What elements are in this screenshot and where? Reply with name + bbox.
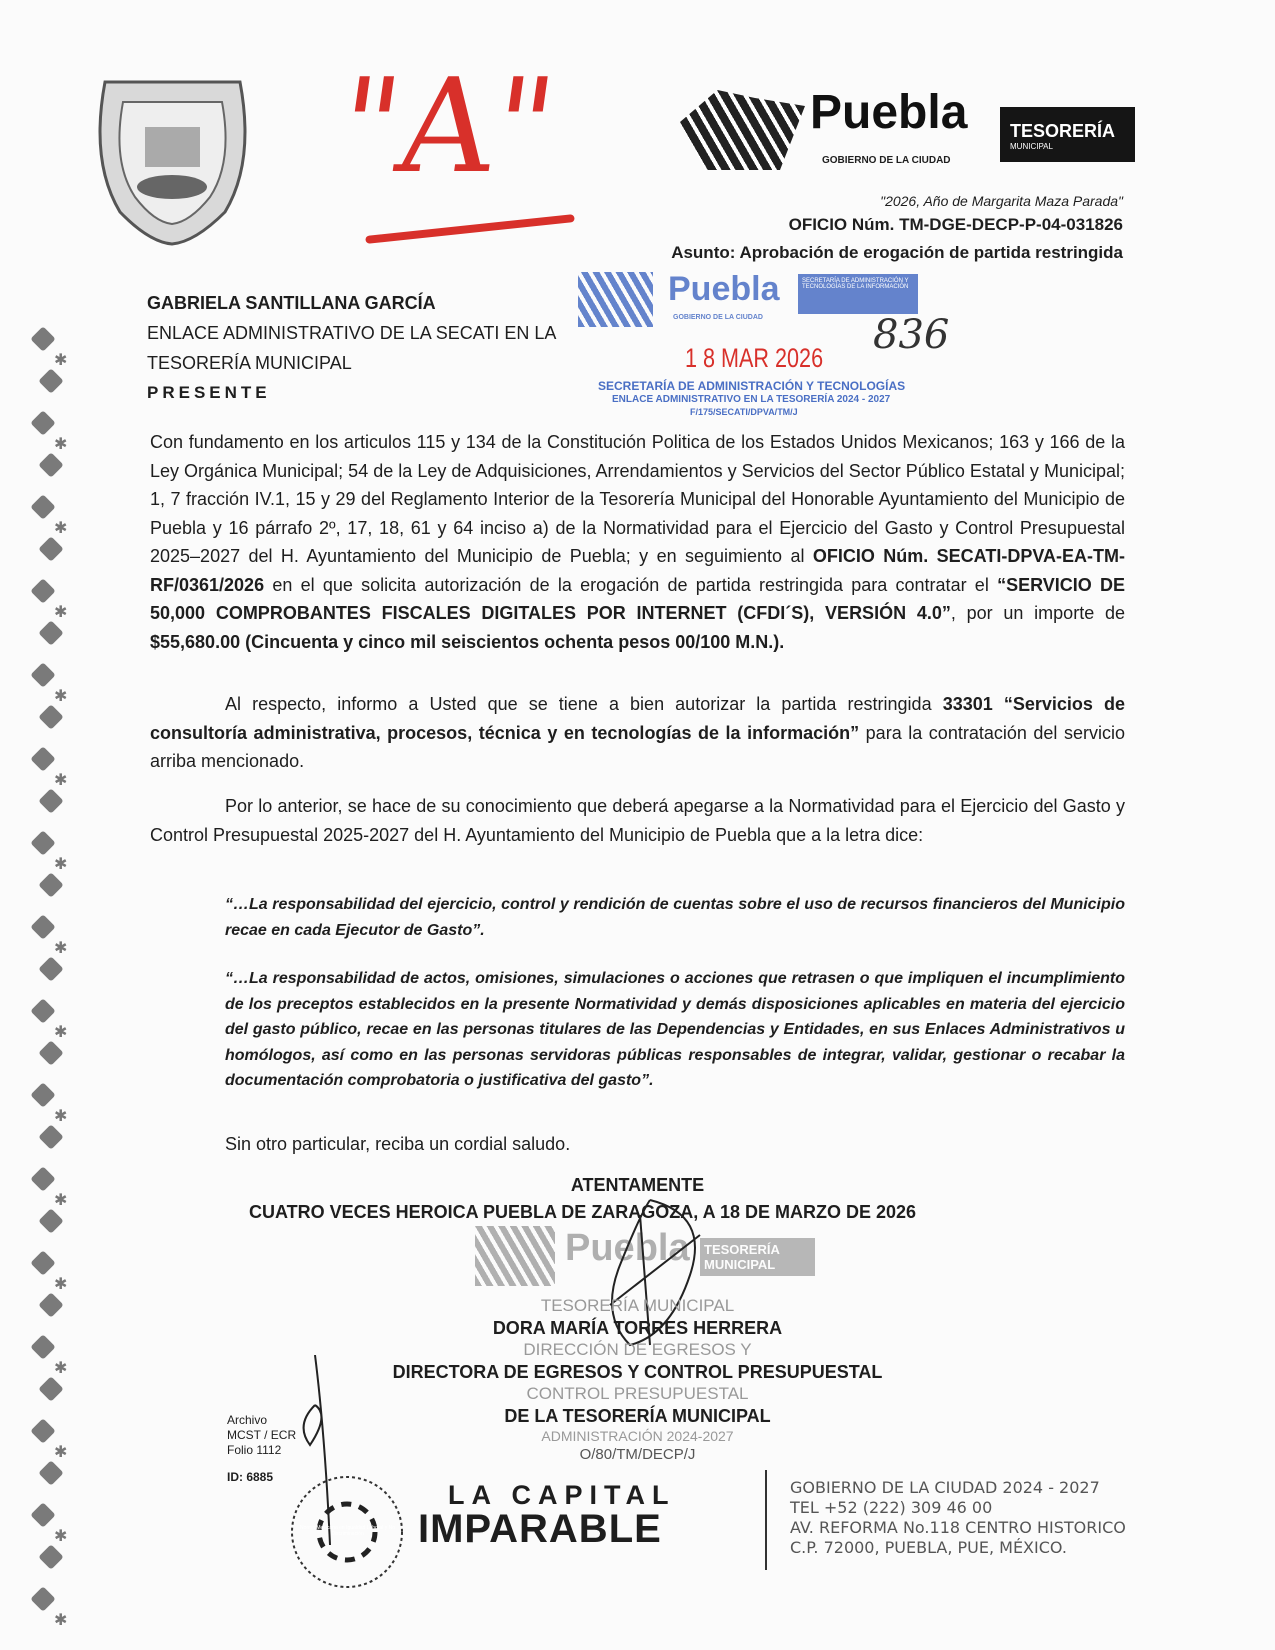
archive-id: ID: 6885 bbox=[227, 1470, 274, 1484]
tesoreria-badge bbox=[1000, 107, 1135, 162]
p1-text-3: , por un importe de bbox=[950, 603, 1125, 623]
p1-text: Con fundamento en los articulos 115 y 134 de la Constitución Politica de los Estados Unidos Mexicanos; 163 y 166 de la Ley Orgánica Municipal; 54 de la Ley de Adquisiciones, Arrendamientos y Servicios del Sector Público Estatal y Municipal; 1, 7 fracción IV.1, 15 y 29 del Reglamento Interior de la Tesorería Municipal del Honorable Ayuntamiento del Municipio de Puebla y 16 párrafo 2º, 17, 18, 61 y 64 inciso a) de la Normatividad para el Ejercicio del Gasto y Control Presupuestal 2025–2027 del H. Ayuntamiento del Municipio de Puebla; y en seguimiento al bbox=[150, 432, 1125, 566]
p2-text-2: para la contratación del servicio arriba mencionado. bbox=[150, 722, 1125, 771]
address-line3: AV. REFORMA No.118 CENTRO HISTORICO bbox=[790, 1518, 1126, 1537]
closing: Sin otro particular, reciba un cordial saludo. bbox=[225, 1134, 571, 1154]
border-leaf-icon: ✱ bbox=[54, 352, 68, 369]
address-line1: GOBIERNO DE LA CIUDAD 2024 - 2027 bbox=[790, 1478, 1100, 1497]
puebla-emblem-icon bbox=[680, 90, 805, 170]
place-date: CUATRO VECES HEROICA PUEBLA DE ZARAGOZA, A 18 DE MARZO DE 2026 bbox=[248, 1202, 917, 1222]
border-diamond-icon bbox=[38, 1544, 63, 1569]
border-diamond-icon bbox=[30, 410, 55, 435]
signer-title-1: DIRECTORA DE EGRESOS Y CONTROL PRESUPUESTAL bbox=[392, 1362, 883, 1382]
border-leaf-icon: ✱ bbox=[54, 1360, 68, 1377]
border-diamond-icon bbox=[30, 326, 55, 351]
border-diamond-icon bbox=[30, 1586, 55, 1611]
signer-title-2: DE LA TESORERÍA MUNICIPAL bbox=[504, 1406, 771, 1426]
border-diamond-icon bbox=[30, 998, 55, 1023]
border-diamond-icon bbox=[38, 872, 63, 897]
border-leaf-icon: ✱ bbox=[54, 1276, 68, 1293]
stamp-logo: Puebla bbox=[565, 1227, 690, 1269]
atentamente: ATENTAMENTE bbox=[570, 1175, 705, 1195]
archive-line3: Folio 1112 bbox=[227, 1443, 282, 1457]
amount: $55,680.00 (Cincuenta y cinco mil seiscientos ochenta pesos 00/100 M.N.). bbox=[150, 631, 785, 652]
border-diamond-icon bbox=[30, 494, 55, 519]
secati-stamp-line3: F/175/SECATI/DPVA/TM/J bbox=[690, 407, 798, 417]
footer-divider bbox=[765, 1470, 767, 1570]
border-leaf-icon: ✱ bbox=[54, 772, 68, 789]
paragraph-3: Por lo anterior, se hace de su conocimiento que deberá apegarse a la Normatividad para el Ejercicio del Gasto y Control Presupuestal 2025-2027 del H. Ayuntamiento del Municipio de Puebla que a la letra dice: bbox=[150, 796, 1125, 845]
border-diamond-icon bbox=[38, 704, 63, 729]
archive-line1: Archivo bbox=[227, 1413, 268, 1427]
border-leaf-icon: ✱ bbox=[54, 1024, 68, 1041]
stamp-badge: SECRETARÍA DE ADMINISTRACIÓN Y TECNOLOGÍAS DE LA INFORMACIÓN bbox=[798, 274, 918, 314]
slogan-line2: IMPARABLE bbox=[418, 1507, 662, 1551]
quote-1: “…La responsabilidad del ejercicio, control y rendición de cuentas sobre el uso de recursos financieros del Municipio recae en cada Ejecutor de Gasto”. bbox=[225, 896, 1125, 939]
stamp-badge: TESORERÍA MUNICIPAL bbox=[700, 1238, 815, 1276]
border-diamond-icon bbox=[38, 1460, 63, 1485]
border-diamond-icon bbox=[38, 620, 63, 645]
badge-subtitle: MUNICIPAL bbox=[1010, 142, 1053, 151]
handwritten-mark: "A" bbox=[329, 50, 565, 202]
border-diamond-icon bbox=[38, 1040, 63, 1065]
border-leaf-icon: ✱ bbox=[54, 940, 68, 957]
logo-name: Puebla bbox=[810, 86, 968, 139]
p2-text: Al respecto, informo a Usted que se tiene a bien autorizar la partida restringida bbox=[225, 694, 943, 714]
signer-name: DORA MARÍA TORRES HERRERA bbox=[492, 1318, 783, 1338]
slogan-line1: LA CAPITAL bbox=[448, 1480, 676, 1510]
border-leaf-icon: ✱ bbox=[54, 856, 68, 873]
quote-2: “…La responsabilidad de actos, omisiones, simulaciones o acciones que retrasen o que impliquen el incumplimiento de los preceptos establecidos en la presente Normatividad y demás disposiciones aplicables en materia del ejercicio del gasto público, recae en las personas titulares de las Dependencias y Entidades, en sus Enlaces Administrativos u homólogos, así como en las personas servidoras públicas responsables de integrar, validar, gestionar o recabar la documentación comprobatoria o justificativa del gasto”. bbox=[225, 970, 1125, 1089]
border-diamond-icon bbox=[38, 956, 63, 981]
subject: Asunto: Aprobación de erogación de partida restringida bbox=[671, 243, 1123, 262]
border-diamond-icon bbox=[30, 578, 55, 603]
border-leaf-icon: ✱ bbox=[54, 1612, 68, 1629]
border-diamond-icon bbox=[30, 1502, 55, 1527]
red-underline-mark bbox=[365, 214, 575, 244]
border-diamond-icon bbox=[30, 1082, 55, 1107]
paragraph-2 bbox=[150, 690, 1125, 776]
equality-seal bbox=[285, 1470, 410, 1595]
border-leaf-icon: ✱ bbox=[54, 1444, 68, 1461]
oficio-number: OFICIO Núm. TM-DGE-DECP-P-04-031826 bbox=[788, 215, 1123, 234]
border-leaf-icon: ✱ bbox=[54, 436, 68, 453]
presente: PRESENTE bbox=[147, 383, 271, 402]
address-line4: C.P. 72000, PUEBLA, PUE, MÉXICO. bbox=[790, 1538, 1067, 1557]
stamp-emblem-icon bbox=[475, 1226, 555, 1286]
address-phone: TEL +52 (222) 309 46 00 bbox=[790, 1498, 993, 1517]
recipient-name: GABRIELA SANTILLANA GARCÍA bbox=[147, 293, 436, 313]
paragraph-1 bbox=[150, 428, 1125, 656]
handwritten-number: 836 bbox=[873, 312, 950, 358]
border-diamond-icon bbox=[38, 536, 63, 561]
archive-line2: MCST / ECR bbox=[227, 1428, 297, 1442]
secati-stamp-line2: ENLACE ADMINISTRATIVO EN LA TESORERÍA 2024 - 2027 bbox=[612, 394, 891, 405]
border-diamond-icon bbox=[30, 1250, 55, 1275]
footer-address bbox=[790, 1478, 1126, 1558]
seal-text: Norma Mexicana en Igualdad Laboral y No Discriminación bbox=[299, 1525, 396, 1537]
stamp-line1: TESORERÍA MUNICIPAL bbox=[540, 1296, 735, 1315]
border-leaf-icon: ✱ bbox=[54, 604, 68, 621]
recipient-title-line2: TESORERÍA MUNICIPAL bbox=[147, 353, 352, 373]
border-leaf-icon: ✱ bbox=[54, 1108, 68, 1125]
secati-stamp-line1: SECRETARÍA DE ADMINISTRACIÓN Y TECNOLOGÍAS bbox=[598, 379, 906, 393]
p1-text-2: en el que solicita autorización de la erogación de partida restringida para contratar el bbox=[264, 574, 998, 595]
logo-subtitle: GOBIERNO DE LA CIUDAD bbox=[822, 155, 951, 166]
border-diamond-icon bbox=[30, 914, 55, 939]
date-stamp: 1 8 MAR 2026 bbox=[685, 343, 824, 373]
border-leaf-icon: ✱ bbox=[54, 1528, 68, 1545]
border-diamond-icon bbox=[38, 1124, 63, 1149]
capital-imparable-logo bbox=[418, 1480, 675, 1552]
stamp-sub: GOBIERNO DE LA CIUDAD bbox=[673, 314, 763, 321]
stamp-emblem-icon bbox=[578, 272, 653, 327]
border-diamond-icon bbox=[38, 452, 63, 477]
municipal-seal bbox=[85, 72, 260, 247]
border-leaf-icon: ✱ bbox=[54, 1192, 68, 1209]
puebla-tesoreria-logo bbox=[680, 85, 1140, 175]
partida: 33301 “Servicios de consultoría administrativa, procesos, técnica y en tecnologías de la información” bbox=[150, 694, 1125, 743]
office-code: O/80/TM/DECP/J bbox=[579, 1446, 696, 1463]
border-leaf-icon: ✱ bbox=[54, 520, 68, 537]
service-name: “SERVICIO DE 50,000 COMPROBANTES FISCALES DIGITALES POR INTERNET (CFDI´S), VERSIÓN 4.0” bbox=[150, 574, 1125, 623]
stamp-line4: ADMINISTRACIÓN 2024-2027 bbox=[541, 1428, 734, 1444]
badge-title: TESORERÍA bbox=[1010, 121, 1116, 141]
border-diamond-icon bbox=[30, 746, 55, 771]
border-diamond-icon bbox=[30, 662, 55, 687]
received-stamp bbox=[578, 272, 923, 332]
border-diamond-icon bbox=[38, 368, 63, 393]
stamp-line3: CONTROL PRESUPUESTAL bbox=[526, 1384, 749, 1403]
year-motto: "2026, Año de Margarita Maza Parada" bbox=[880, 193, 1123, 209]
recipient-title-line1: ENLACE ADMINISTRATIVO DE LA SECATI EN LA bbox=[147, 323, 557, 343]
referenced-oficio: OFICIO Núm. SECATI-DPVA-EA-TM-RF/0361/2026 bbox=[150, 546, 1125, 595]
stamp-line2: DIRECCIÓN DE EGRESOS Y bbox=[523, 1340, 752, 1359]
stamp-logo: Puebla bbox=[668, 270, 780, 308]
border-leaf-icon: ✱ bbox=[54, 688, 68, 705]
border-diamond-icon bbox=[30, 830, 55, 855]
border-diamond-icon bbox=[38, 788, 63, 813]
